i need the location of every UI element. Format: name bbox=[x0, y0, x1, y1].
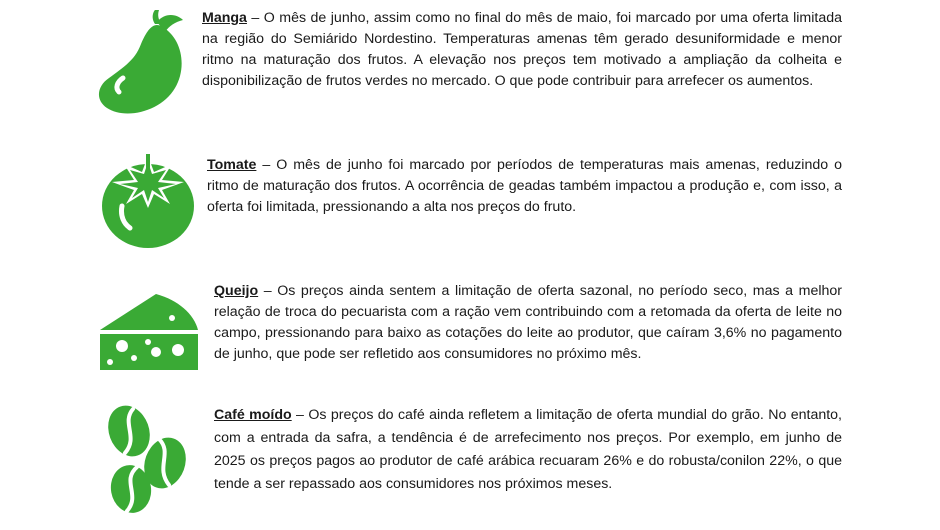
tomate-title: Tomate bbox=[207, 157, 257, 173]
tomato-icon bbox=[100, 150, 196, 250]
cafe-text: – Os preços do café ainda refletem a limitação de oferta mundial do grão. No entanto, com a entrada da safra, a tendência é de arrefecimento nos preços. Por exemplo, em junho de 2025 os preços pagos ao produtor de café arábica recuaram 26% e do robusta/conilon 22%, o que tende a ser repassado aos consumidores nos próximos meses. bbox=[214, 407, 842, 492]
tomate-paragraph bbox=[207, 155, 842, 218]
coffee-beans-icon bbox=[103, 403, 189, 515]
queijo-paragraph bbox=[214, 281, 842, 365]
queijo-title: Queijo bbox=[214, 283, 259, 299]
manga-title: Manga bbox=[202, 10, 247, 26]
tomate-text: – O mês de junho foi marcado por períodos de temperaturas mais amenas, reduzindo o ritmo de maturação dos frutos. A ocorrência de geadas também impactou a produção e, com isso, a oferta foi limitada, pressionando a alta nos preços do fruto. bbox=[207, 157, 842, 215]
cafe-paragraph bbox=[214, 404, 842, 496]
manga-paragraph bbox=[202, 8, 842, 92]
queijo-text: – Os preços ainda sentem a limitação de oferta sazonal, no período seco, mas a melhor relação de troca do pecuarista com a ração vem contribuindo com a retomada da oferta de leite no campo, pressionando para baixo as cotações do leite ao produtor, que caíram 3,6% no pagamento de junho, que pode ser refletido aos consumidores no próximo mês. bbox=[214, 283, 842, 362]
manga-text: – O mês de junho, assim como no final do mês de maio, foi marcado por uma oferta limitada na região do Semiárido Nordestino. Temperaturas amenas têm gerado desuniformidade e menor ritmo na maturação dos frutos. A elevação nos preços tem motivado a ampliação da colheita e disponibilização de frutos verdes no mercado. O que pode contribuir para arrefecer os aumentos. bbox=[202, 10, 842, 89]
cafe-title: Café moído bbox=[214, 407, 292, 423]
mango-icon bbox=[95, 8, 187, 120]
cheese-icon bbox=[98, 290, 200, 372]
